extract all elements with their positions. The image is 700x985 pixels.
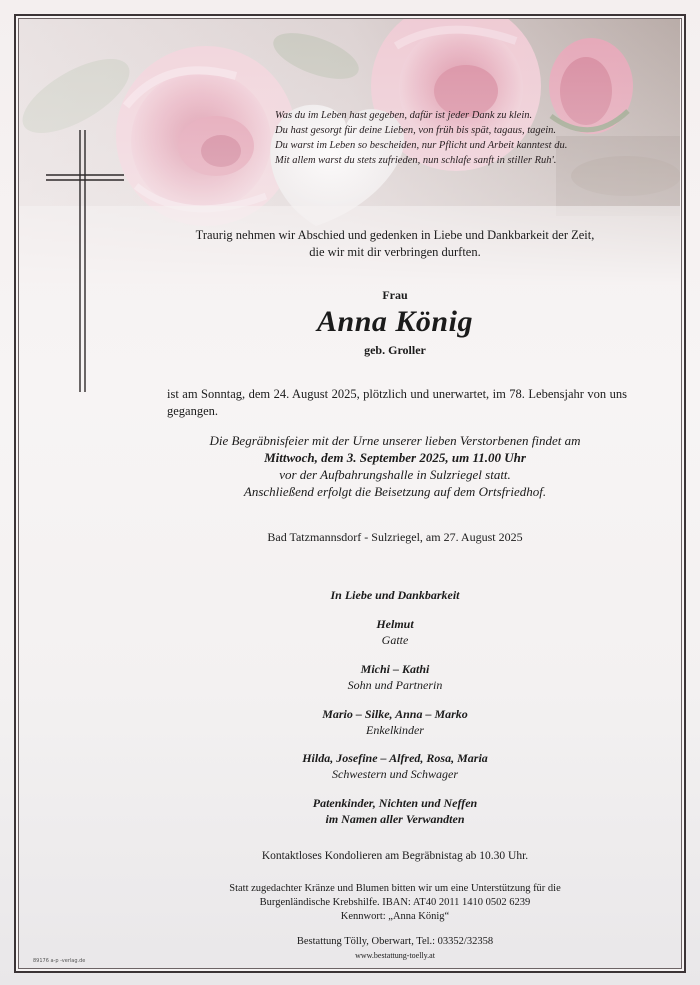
- family-relation: Gatte: [381, 633, 409, 647]
- intro-line: Traurig nehmen wir Abschied und gedenken in Liebe und Dankbarkeit der Zeit,: [195, 228, 595, 242]
- funeral-home: Bestattung Tölly, Oberwart, Tel.: 03352/32358: [296, 936, 494, 947]
- condolence-note: Kontaktloses Kondolieren am Begräbnistag ab 10.30 Uhr.: [261, 850, 529, 862]
- poem-line: Du warst im Leben so bescheiden, nur Pflicht und Arbeit kanntest du.: [275, 140, 568, 151]
- family-relation: Schwestern und Schwager: [332, 767, 458, 781]
- donation-line: Statt zugedachter Kränze und Blumen bitten wir um eine Unterstützung für die: [229, 883, 561, 894]
- poem-line: Du hast gesorgt für deine Lieben, von früh bis spät, tagaus, tagein.: [275, 125, 557, 136]
- poem-line: Mit allem warst du stets zufrieden, nun schlafe sanft in stiller Ruh'.: [275, 155, 557, 166]
- donation-keyword: Kennwort: „Anna König“: [340, 911, 450, 922]
- family-names: Hilda, Josefine – Alfred, Rosa, Maria: [302, 751, 488, 765]
- family-names: Patenkinder, Nichten und Neffen: [312, 796, 478, 810]
- family-names: Helmut: [376, 617, 414, 631]
- family-relation: im Namen aller Verwandten: [325, 812, 465, 826]
- family-names: Mario – Silke, Anna – Marko: [322, 707, 468, 721]
- family-relation: Enkelkinder: [366, 723, 424, 737]
- funeral-line: Anschließend erfolgt die Beisetzung auf dem Ortsfriedhof.: [243, 484, 547, 499]
- death-notice: ist am Sonntag, dem 24. August 2025, plötzlich und unerwartet, im 78. Lebensjahr von uns gegangen.: [167, 387, 627, 418]
- print-code: 89176 a-p -verlag.de: [33, 958, 86, 964]
- signoff: In Liebe und Dankbarkeit: [330, 588, 460, 602]
- funeral-line: Die Begräbnisfeier mit der Urne unserer lieben Verstorbenen findet am: [209, 433, 581, 448]
- donation-iban: Burgenländische Krebshilfe. IBAN: AT40 2011 1410 0502 6239: [259, 897, 531, 908]
- funeral-home-website[interactable]: www.bestattung-toelly.at: [355, 951, 435, 960]
- maiden-name: geb. Groller: [364, 343, 426, 357]
- poem-line: Was du im Leben hast gegeben, dafür ist jeder Dank zu klein.: [275, 110, 533, 121]
- family-names: Michi – Kathi: [360, 662, 430, 676]
- funeral-line: vor der Aufbahrungshalle in Sulzriegel statt.: [279, 467, 511, 482]
- funeral-date: Mittwoch, dem 3. September 2025, um 11.00 Uhr: [264, 450, 526, 465]
- title-prefix: Frau: [382, 288, 408, 302]
- place-date: Bad Tatzmannsdorf - Sulzriegel, am 27. August 2025: [267, 530, 523, 544]
- intro-line: die wir mit dir verbringen durften.: [309, 245, 481, 259]
- family-relation: Sohn und Partnerin: [347, 678, 443, 692]
- deceased-name: Anna König: [317, 305, 473, 338]
- page-border: [14, 14, 686, 973]
